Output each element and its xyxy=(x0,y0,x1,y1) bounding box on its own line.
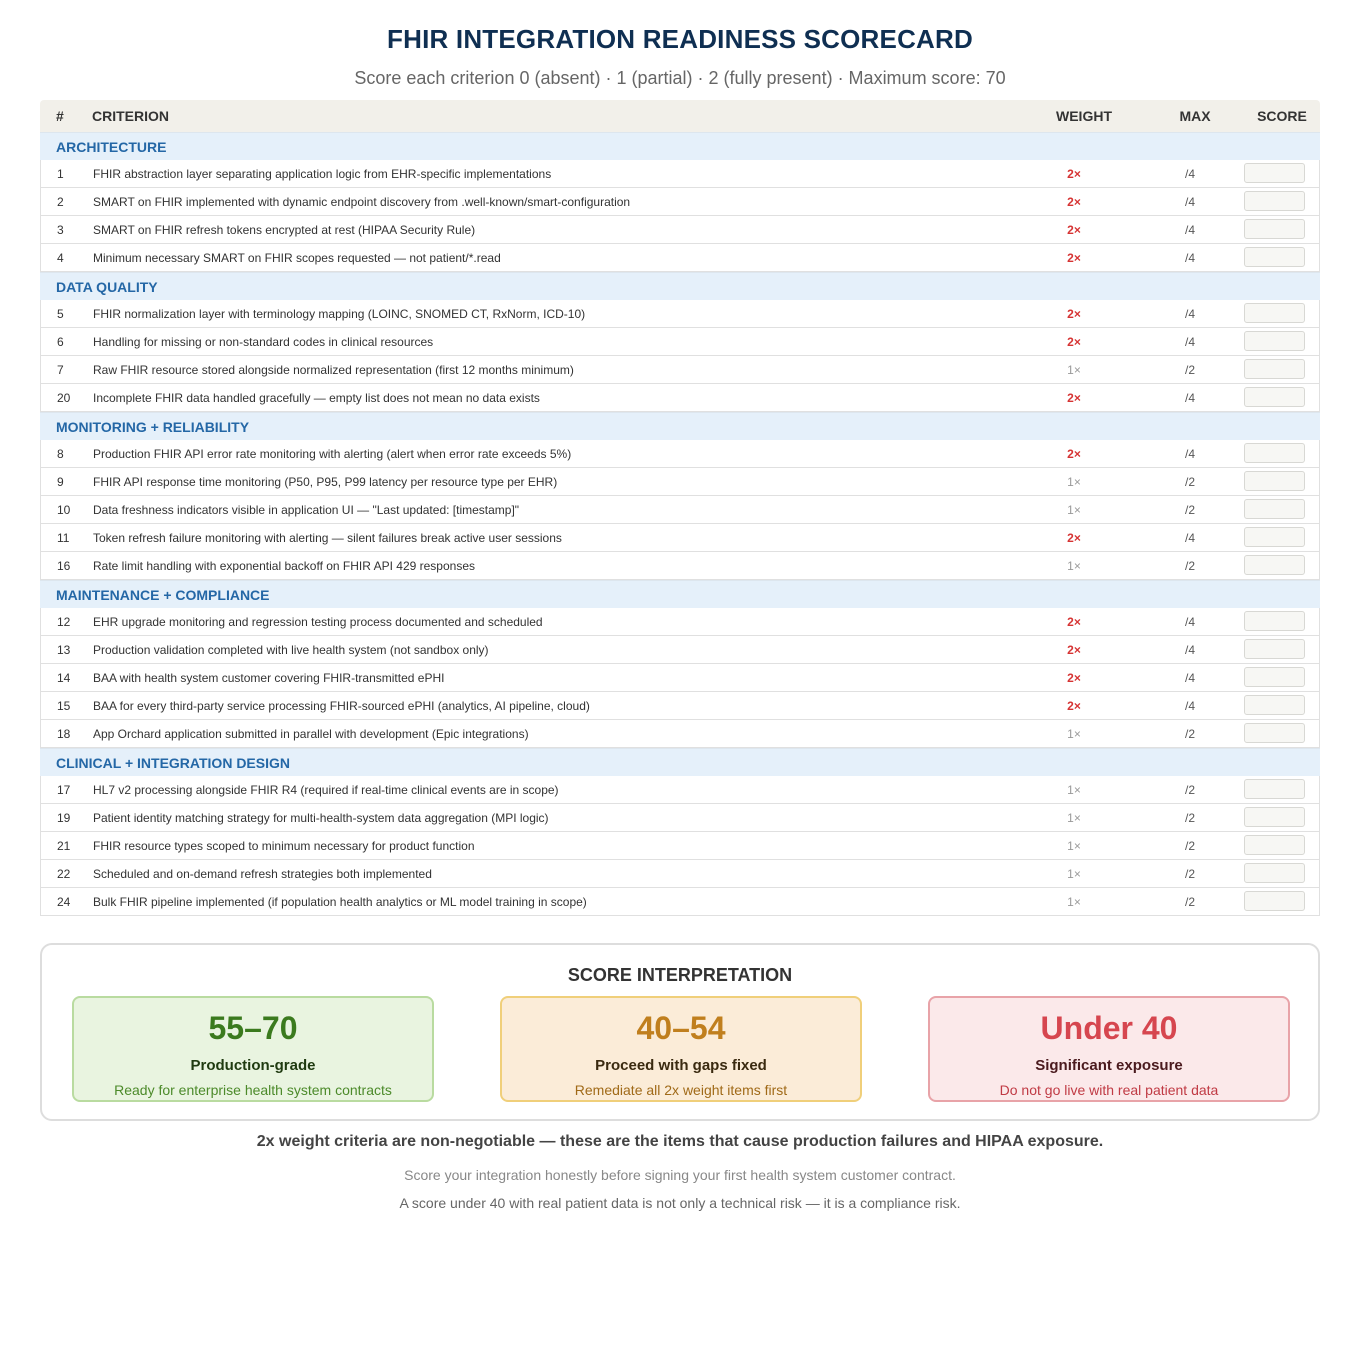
criterion-weight: 2× xyxy=(1067,530,1081,545)
table-row xyxy=(40,384,1320,412)
criterion-number: 4 xyxy=(57,250,64,265)
criterion-text: Data freshness indicators visible in application UI — "Last updated: [timestamp]" xyxy=(93,502,520,517)
criterion-weight: 1× xyxy=(1067,726,1081,741)
header-max: MAX xyxy=(1179,108,1211,124)
criterion-number: 14 xyxy=(57,670,71,685)
criterion-weight: 2× xyxy=(1067,642,1081,657)
section-header: MONITORING + RELIABILITY xyxy=(40,412,1320,440)
criterion-number: 20 xyxy=(57,390,71,405)
table-row xyxy=(40,524,1320,552)
criterion-text: Incomplete FHIR data handled gracefully — empty list does not mean no data exists xyxy=(93,390,540,405)
criterion-weight: 2× xyxy=(1067,306,1081,321)
criterion-text: EHR upgrade monitoring and regression testing process documented and scheduled xyxy=(93,614,543,629)
criterion-text: FHIR normalization layer with terminology mapping (LOINC, SNOMED CT, RxNorm, ICD-10) xyxy=(93,306,586,321)
table-row xyxy=(40,608,1320,636)
criterion-number: 10 xyxy=(57,502,71,517)
header-num: # xyxy=(56,108,64,124)
table-body xyxy=(40,132,1320,916)
score-input[interactable] xyxy=(1244,527,1305,547)
score-input[interactable] xyxy=(1244,247,1305,267)
criterion-max: /4 xyxy=(1184,166,1195,181)
table-row xyxy=(40,216,1320,244)
criterion-number: 22 xyxy=(57,866,71,881)
score-input[interactable] xyxy=(1244,611,1305,631)
criterion-text: Scheduled and on-demand refresh strategies both implemented xyxy=(93,866,432,881)
criterion-text: HL7 v2 processing alongside FHIR R4 (required if real-time clinical events are in scope) xyxy=(93,782,559,797)
criterion-max: /2 xyxy=(1184,726,1195,741)
criterion-max: /2 xyxy=(1184,558,1195,573)
criterion-number: 24 xyxy=(57,894,71,909)
criterion-weight: 2× xyxy=(1067,166,1081,181)
criterion-text: FHIR API response time monitoring (P50, P95, P99 latency per resource type per EHR) xyxy=(93,474,558,489)
score-input[interactable] xyxy=(1244,191,1305,211)
criterion-max: /4 xyxy=(1184,194,1195,209)
table-row xyxy=(40,440,1320,468)
score-input[interactable] xyxy=(1244,723,1305,743)
table-row xyxy=(40,160,1320,188)
score-input[interactable] xyxy=(1244,443,1305,463)
tier-card-exposure xyxy=(928,996,1290,1102)
table-row xyxy=(40,664,1320,692)
interpretation-title: SCORE INTERPRETATION xyxy=(567,965,793,985)
header-score: SCORE xyxy=(1257,108,1307,124)
criterion-number: 21 xyxy=(57,838,71,853)
criterion-number: 19 xyxy=(57,810,71,825)
table-row xyxy=(40,552,1320,580)
criterion-weight: 2× xyxy=(1067,390,1081,405)
section-header: MAINTENANCE + COMPLIANCE xyxy=(40,580,1320,608)
score-input[interactable] xyxy=(1244,163,1305,183)
score-input[interactable] xyxy=(1244,471,1305,491)
score-input[interactable] xyxy=(1244,639,1305,659)
criterion-text: BAA with health system customer covering FHIR-transmitted ePHI xyxy=(93,670,445,685)
table-row xyxy=(40,636,1320,664)
tier-desc: Ready for enterprise health system contracts xyxy=(114,1082,392,1098)
criterion-number: 12 xyxy=(57,614,71,629)
criterion-weight: 1× xyxy=(1067,362,1081,377)
table-row xyxy=(40,776,1320,804)
criterion-text: Minimum necessary SMART on FHIR scopes requested — not patient/*.read xyxy=(93,250,501,265)
criterion-number: 9 xyxy=(57,474,64,489)
tier-label: Significant exposure xyxy=(1035,1057,1183,1074)
table-row xyxy=(40,244,1320,272)
table-row xyxy=(40,832,1320,860)
criterion-max: /2 xyxy=(1184,362,1195,377)
criterion-max: /4 xyxy=(1184,446,1195,461)
table-row xyxy=(40,496,1320,524)
criterion-number: 6 xyxy=(57,334,64,349)
criterion-number: 7 xyxy=(57,362,64,377)
criterion-text: Handling for missing or non-standard codes in clinical resources xyxy=(93,334,434,349)
score-input[interactable] xyxy=(1244,219,1305,239)
criterion-text: FHIR abstraction layer separating application logic from EHR-specific implementations xyxy=(93,166,552,181)
weight-note: 2x weight criteria are non-negotiable — these are the items that cause production failures and HIPAA exposure. xyxy=(256,1133,1104,1150)
criterion-max: /4 xyxy=(1184,306,1195,321)
footer-line-2: A score under 40 with real patient data is not only a technical risk — it is a compliance risk. xyxy=(399,1195,961,1211)
criterion-weight: 1× xyxy=(1067,810,1081,825)
score-input[interactable] xyxy=(1244,807,1305,827)
score-interpretation-panel xyxy=(40,943,1320,1121)
criterion-text: FHIR resource types scoped to minimum necessary for product function xyxy=(93,838,475,853)
table-row xyxy=(40,860,1320,888)
criterion-max: /4 xyxy=(1184,614,1195,629)
criterion-weight: 1× xyxy=(1067,474,1081,489)
criterion-max: /2 xyxy=(1184,474,1195,489)
tier-label: Production-grade xyxy=(190,1057,316,1074)
criterion-weight: 1× xyxy=(1067,866,1081,881)
criterion-max: /4 xyxy=(1184,642,1195,657)
table-header xyxy=(40,100,1320,132)
score-input[interactable] xyxy=(1244,835,1305,855)
score-input[interactable] xyxy=(1244,667,1305,687)
score-input[interactable] xyxy=(1244,863,1305,883)
criterion-text: Production validation completed with live health system (not sandbox only) xyxy=(93,642,489,657)
criterion-number: 11 xyxy=(57,530,70,545)
criterion-weight: 1× xyxy=(1067,502,1081,517)
criterion-text: Token refresh failure monitoring with alerting — silent failures break active user sessions xyxy=(93,530,562,545)
header-weight: WEIGHT xyxy=(1056,108,1112,124)
criterion-weight: 1× xyxy=(1067,894,1081,909)
criterion-max: /2 xyxy=(1184,866,1195,881)
criterion-number: 5 xyxy=(57,306,64,321)
header-criterion: CRITERION xyxy=(92,108,169,124)
criterion-weight: 2× xyxy=(1067,698,1081,713)
criterion-number: 13 xyxy=(57,642,71,657)
criterion-weight: 2× xyxy=(1067,614,1081,629)
criterion-text: Rate limit handling with exponential backoff on FHIR API 429 responses xyxy=(93,558,475,573)
criterion-number: 17 xyxy=(57,782,71,797)
page-title: FHIR INTEGRATION READINESS SCORECARD xyxy=(387,24,973,54)
tier-desc: Remediate all 2x weight items first xyxy=(574,1082,788,1098)
criterion-max: /4 xyxy=(1184,390,1195,405)
table-row xyxy=(40,328,1320,356)
score-input[interactable] xyxy=(1244,695,1305,715)
tier-range: 55–70 xyxy=(208,1010,298,1046)
score-input[interactable] xyxy=(1244,891,1305,911)
table-row xyxy=(40,356,1320,384)
criterion-text: BAA for every third-party service processing FHIR-sourced ePHI (analytics, AI pipeline, cloud) xyxy=(93,698,590,713)
criterion-number: 15 xyxy=(57,698,71,713)
tier-desc: Do not go live with real patient data xyxy=(999,1082,1219,1098)
criterion-max: /4 xyxy=(1184,222,1195,237)
criterion-number: 2 xyxy=(57,194,64,209)
criterion-max: /4 xyxy=(1184,698,1195,713)
criterion-text: Bulk FHIR pipeline implemented (if population health analytics or ML model training in scope) xyxy=(93,894,587,909)
criterion-number: 18 xyxy=(57,726,71,741)
tier-range: Under 40 xyxy=(1040,1010,1178,1046)
tier-range: 40–54 xyxy=(636,1010,726,1046)
tier-card-production xyxy=(72,996,434,1102)
criterion-max: /2 xyxy=(1184,810,1195,825)
criterion-text: SMART on FHIR refresh tokens encrypted at rest (HIPAA Security Rule) xyxy=(93,222,476,237)
score-input[interactable] xyxy=(1244,555,1305,575)
criterion-number: 3 xyxy=(57,222,64,237)
criterion-text: Raw FHIR resource stored alongside normalized representation (first 12 months minimum) xyxy=(93,362,574,377)
score-input[interactable] xyxy=(1244,499,1305,519)
criterion-text: App Orchard application submitted in parallel with development (Epic integrations) xyxy=(93,726,529,741)
criterion-weight: 1× xyxy=(1067,782,1081,797)
criterion-weight: 2× xyxy=(1067,194,1081,209)
table-row xyxy=(40,188,1320,216)
section-header: DATA QUALITY xyxy=(40,272,1320,300)
criterion-weight: 2× xyxy=(1067,446,1081,461)
criterion-max: /2 xyxy=(1184,502,1195,517)
table-row xyxy=(40,804,1320,832)
criterion-text: Production FHIR API error rate monitoring with alerting (alert when error rate exceeds 5%) xyxy=(93,446,572,461)
criterion-max: /4 xyxy=(1184,530,1195,545)
criterion-number: 8 xyxy=(57,446,64,461)
tier-card-proceed xyxy=(500,996,862,1102)
criterion-text: SMART on FHIR implemented with dynamic endpoint discovery from .well-known/smart-configuration xyxy=(93,194,631,209)
criterion-max: /4 xyxy=(1184,250,1195,265)
criterion-text: Patient identity matching strategy for multi-health-system data aggregation (MPI logic) xyxy=(93,810,549,825)
footer-line-1: Score your integration honestly before signing your first health system customer contract. xyxy=(404,1167,956,1183)
criterion-max: /2 xyxy=(1184,838,1195,853)
table-row xyxy=(40,300,1320,328)
score-input[interactable] xyxy=(1244,359,1305,379)
score-input[interactable] xyxy=(1244,331,1305,351)
criterion-weight: 2× xyxy=(1067,250,1081,265)
criterion-weight: 1× xyxy=(1067,838,1081,853)
tier-label: Proceed with gaps fixed xyxy=(595,1057,767,1074)
section-header: ARCHITECTURE xyxy=(40,132,1320,160)
score-input[interactable] xyxy=(1244,303,1305,323)
criterion-weight: 2× xyxy=(1067,334,1081,349)
criterion-max: /4 xyxy=(1184,334,1195,349)
criterion-max: /4 xyxy=(1184,670,1195,685)
table-row xyxy=(40,720,1320,748)
table-row xyxy=(40,692,1320,720)
criterion-max: /2 xyxy=(1184,782,1195,797)
page-subtitle: Score each criterion 0 (absent) · 1 (partial) · 2 (fully present) · Maximum score: 70 xyxy=(354,68,1006,88)
scorecard-table xyxy=(40,100,1320,916)
criterion-weight: 2× xyxy=(1067,222,1081,237)
table-row xyxy=(40,888,1320,916)
table-row xyxy=(40,468,1320,496)
criterion-weight: 1× xyxy=(1067,558,1081,573)
criterion-weight: 2× xyxy=(1067,670,1081,685)
score-input[interactable] xyxy=(1244,779,1305,799)
criterion-number: 1 xyxy=(57,166,64,181)
section-header: CLINICAL + INTEGRATION DESIGN xyxy=(40,748,1320,776)
criterion-max: /2 xyxy=(1184,894,1195,909)
criterion-number: 16 xyxy=(57,558,71,573)
score-input[interactable] xyxy=(1244,387,1305,407)
